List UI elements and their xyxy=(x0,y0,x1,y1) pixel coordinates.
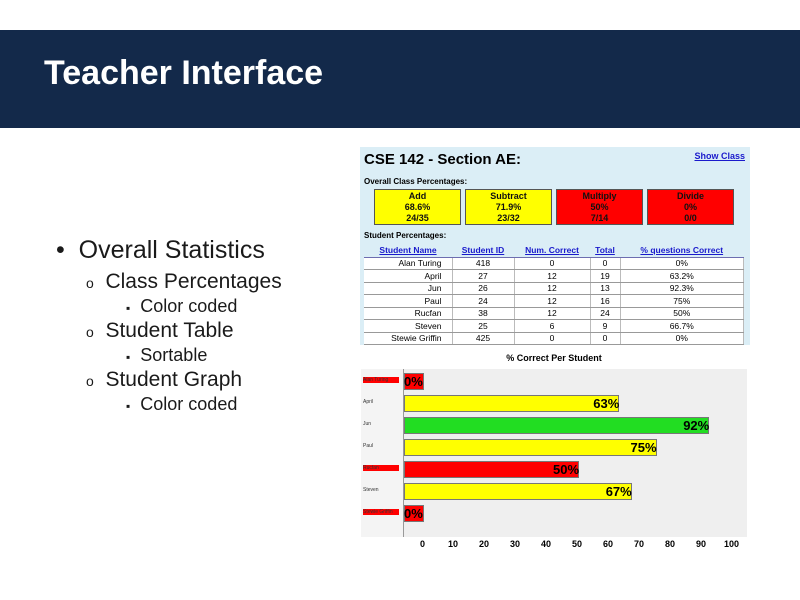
table-row xyxy=(364,282,744,295)
cell-id: 25 xyxy=(452,320,514,333)
op-percent: 71.9% xyxy=(495,202,522,212)
bullet-color-coded-1-text: Color coded xyxy=(140,296,238,316)
bullet-square-icon: ▪ xyxy=(126,301,131,315)
percent-correct-graph xyxy=(361,347,747,557)
op-percent: 0% xyxy=(683,202,697,212)
sort-num-correct[interactable]: Num. Correct xyxy=(514,243,590,257)
graph-category-labels xyxy=(361,369,403,537)
op-name: Multiply xyxy=(582,191,617,201)
bullet-square-icon: ▪ xyxy=(126,399,131,413)
table-row xyxy=(364,257,744,270)
graph-category-label: Stewie Griffin xyxy=(363,509,399,515)
bullet-sortable xyxy=(126,345,207,366)
graph-category-label: Steven xyxy=(363,487,379,493)
graph-bar xyxy=(404,483,632,500)
graph-bar-label: 92% xyxy=(683,418,710,433)
bullet-overall-text: Overall Statistics xyxy=(78,236,265,264)
cell-percent: 92.3% xyxy=(620,282,744,295)
op-name: Subtract xyxy=(490,191,527,201)
bullet-student-graph xyxy=(86,368,242,392)
cell-correct: 0 xyxy=(514,257,590,270)
bullet-student-graph-text: Student Graph xyxy=(105,368,243,391)
graph-x-tick: 90 xyxy=(696,539,707,549)
add-percentage-box xyxy=(374,189,461,225)
graph-x-tick: 20 xyxy=(479,539,490,549)
cell-correct: 6 xyxy=(514,320,590,333)
cell-id: 26 xyxy=(452,282,514,295)
graph-bar-label: 50% xyxy=(553,462,580,477)
sort-total[interactable]: Total xyxy=(590,243,620,257)
show-class-link[interactable]: Show Class xyxy=(694,151,745,161)
graph-bar xyxy=(404,417,709,434)
graph-x-tick: 10 xyxy=(448,539,459,549)
cell-percent: 50% xyxy=(620,307,744,320)
cell-total: 19 xyxy=(590,270,620,283)
cell-name: April xyxy=(364,270,452,283)
student-table xyxy=(364,243,744,345)
cell-percent: 0% xyxy=(620,332,744,345)
graph-category-label: Alan Turing xyxy=(363,377,399,383)
graph-x-tick: 80 xyxy=(665,539,676,549)
bullet-student-table xyxy=(86,319,234,343)
table-row xyxy=(364,307,744,320)
bullet-circle-icon: o xyxy=(86,324,94,340)
overall-label: Overall Class Percentages: xyxy=(364,177,468,186)
multiply-percentage-box xyxy=(556,189,643,225)
cell-correct: 0 xyxy=(514,332,590,345)
class-stats-panel xyxy=(360,147,750,345)
graph-x-tick: 40 xyxy=(541,539,552,549)
table-row xyxy=(364,295,744,308)
cell-percent: 75% xyxy=(620,295,744,308)
sort-student-name[interactable]: Student Name xyxy=(364,243,452,257)
graph-category-label: Rucfan xyxy=(363,465,399,471)
cell-name: Steven xyxy=(364,320,452,333)
bullet-circle-icon: o xyxy=(86,275,94,291)
cell-percent: 66.7% xyxy=(620,320,744,333)
graph-x-tick: 0 xyxy=(420,539,426,549)
op-name: Divide xyxy=(676,191,704,201)
graph-bar xyxy=(404,395,619,412)
graph-x-tick: 100 xyxy=(724,539,740,549)
cell-correct: 12 xyxy=(514,270,590,283)
table-row xyxy=(364,270,744,283)
cell-correct: 12 xyxy=(514,307,590,320)
cell-name: Paul xyxy=(364,295,452,308)
cell-name: Alan Turing xyxy=(364,257,452,270)
graph-bar-label: 75% xyxy=(630,440,657,455)
graph-bar-label: 63% xyxy=(593,396,620,411)
bullet-class-pct xyxy=(86,270,282,294)
bullet-overall xyxy=(56,236,265,265)
cell-id: 27 xyxy=(452,270,514,283)
cell-name: Rucfan xyxy=(364,307,452,320)
op-ratio: 0/0 xyxy=(684,213,697,223)
graph-x-tick: 70 xyxy=(634,539,645,549)
graph-bar-label: 67% xyxy=(605,484,632,499)
cell-id: 24 xyxy=(452,295,514,308)
cell-id: 425 xyxy=(452,332,514,345)
sort-percent-correct[interactable]: % questions Correct xyxy=(620,243,744,257)
cell-correct: 12 xyxy=(514,282,590,295)
table-row xyxy=(364,332,744,345)
op-name: Add xyxy=(408,191,427,201)
bullet-dot-icon: • xyxy=(56,236,65,264)
op-ratio: 23/32 xyxy=(497,213,520,223)
graph-category-label: April xyxy=(363,399,374,405)
bullet-square-icon: ▪ xyxy=(126,350,131,364)
section-title: CSE 142 - Section AE: xyxy=(364,151,521,168)
bullet-sortable-text: Sortable xyxy=(140,345,208,365)
graph-bar xyxy=(404,439,657,456)
bullet-color-coded-2-text: Color coded xyxy=(140,394,238,414)
table-row xyxy=(364,320,744,333)
cell-name: Stewie Griffin xyxy=(364,332,452,345)
cell-total: 16 xyxy=(590,295,620,308)
slide-title: Teacher Interface xyxy=(44,54,324,92)
op-ratio: 7/14 xyxy=(590,213,609,223)
graph-x-tick: 60 xyxy=(603,539,614,549)
graph-x-tick: 30 xyxy=(510,539,521,549)
op-ratio: 24/35 xyxy=(406,213,429,223)
bullet-color-coded-1 xyxy=(126,296,237,317)
table-header-row xyxy=(364,243,744,257)
cell-total: 24 xyxy=(590,307,620,320)
cell-percent: 63.2% xyxy=(620,270,744,283)
cell-total: 9 xyxy=(590,320,620,333)
graph-plot-area xyxy=(403,369,747,537)
bullet-color-coded-2 xyxy=(126,394,237,415)
graph-bar-label: 0% xyxy=(404,374,423,389)
cell-name: Jun xyxy=(364,282,452,295)
graph-category-label: Jun xyxy=(363,421,372,427)
op-percent: 50% xyxy=(590,202,609,212)
divide-percentage-box xyxy=(647,189,734,225)
cell-id: 38 xyxy=(452,307,514,320)
sort-student-id[interactable]: Student ID xyxy=(452,243,514,257)
graph-category-label: Paul xyxy=(363,443,374,449)
bullet-class-pct-text: Class Percentages xyxy=(105,270,282,293)
subtract-percentage-box xyxy=(465,189,552,225)
graph-x-tick: 50 xyxy=(572,539,583,549)
bullet-circle-icon: o xyxy=(86,373,94,389)
op-percent: 68.6% xyxy=(404,202,431,212)
cell-id: 418 xyxy=(452,257,514,270)
cell-total: 13 xyxy=(590,282,620,295)
cell-correct: 12 xyxy=(514,295,590,308)
graph-bar-label: 0% xyxy=(404,506,423,521)
student-label: Student Percentages: xyxy=(364,231,447,240)
cell-total: 0 xyxy=(590,332,620,345)
cell-percent: 0% xyxy=(620,257,744,270)
bullet-student-table-text: Student Table xyxy=(105,319,234,342)
graph-title: % Correct Per Student xyxy=(506,353,602,363)
cell-total: 0 xyxy=(590,257,620,270)
